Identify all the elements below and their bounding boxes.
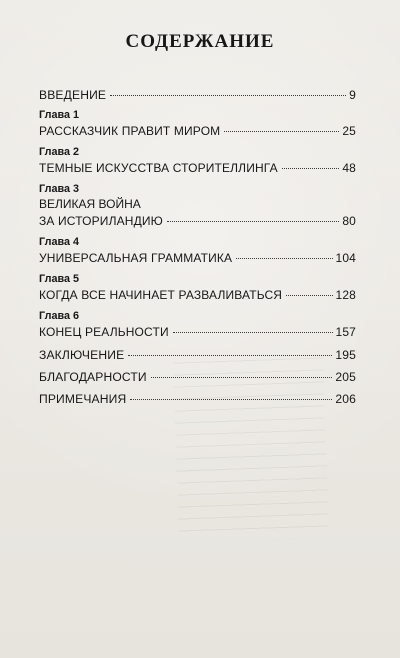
toc-entry-chapter-5: [39, 274, 356, 303]
toc-entry-conclusion: [39, 348, 356, 362]
toc-entry-notes: [39, 392, 356, 406]
toc-entry-chapter-6: [39, 311, 356, 340]
page-number: 206: [335, 391, 356, 406]
leader-dots: [173, 332, 333, 333]
leader-dots: [282, 168, 340, 169]
page-number: 104: [335, 251, 356, 266]
page-number: 195: [335, 347, 356, 362]
leader-dots: [151, 377, 333, 378]
toc-title: КОГДА ВСЕ НАЧИНАЕТ РАЗВАЛИВАТЬСЯ: [39, 287, 283, 302]
toc-line: [39, 370, 356, 384]
page-number: 80: [342, 214, 356, 229]
toc-line: [39, 326, 356, 340]
page-number: 48: [342, 160, 356, 175]
leader-dots: [128, 355, 332, 356]
leader-dots: [167, 221, 339, 222]
toc-line: [39, 289, 356, 303]
page-number: 9: [349, 88, 356, 102]
toc-line: [39, 88, 356, 102]
toc-entry-acknowledgments: [39, 370, 356, 384]
page-number: 128: [335, 287, 356, 302]
leader-dots: [224, 131, 339, 132]
toc-line: [39, 125, 356, 139]
toc-entry-chapter-3: [39, 184, 356, 230]
toc-entry-chapter-1: [39, 110, 356, 139]
chapter-label: Глава 4: [39, 236, 79, 249]
table-of-contents: [39, 88, 356, 414]
chapter-label: Глава 5: [39, 273, 79, 286]
toc-line: [39, 348, 356, 362]
leader-dots: [236, 258, 332, 259]
toc-line: [39, 252, 356, 266]
leader-dots: [130, 399, 332, 400]
page-title: СОДЕРЖАНИЕ: [125, 31, 275, 52]
toc-title: РАССКАЗЧИК ПРАВИТ МИРОМ: [39, 123, 221, 138]
toc-title-line-1: ВЕЛИКАЯ ВОЙНА: [39, 197, 141, 212]
page-number: 157: [335, 324, 356, 339]
toc-entry-chapter-4: [39, 237, 356, 266]
toc-title: КОНЕЦ РЕАЛЬНОСТИ: [39, 324, 169, 339]
toc-title: ЗАКЛЮЧЕНИЕ: [39, 347, 125, 362]
toc-title-line-2: ЗА ИСТОРИЛАНДИЮ: [39, 214, 163, 229]
toc-entry-chapter-2: [39, 147, 356, 176]
chapter-label: Глава 3: [39, 182, 79, 195]
chapter-label: Глава 2: [39, 145, 79, 158]
chapter-label: Глава 1: [39, 109, 79, 122]
page-number: 205: [335, 369, 356, 384]
toc-line: [39, 392, 356, 406]
toc-title: ПРИМЕЧАНИЯ: [39, 391, 127, 406]
chapter-label: Глава 6: [39, 309, 79, 322]
leader-dots: [286, 295, 332, 296]
toc-line: [39, 162, 356, 176]
toc-title: ВВЕДЕНИЕ: [39, 88, 107, 102]
leader-dots: [110, 95, 346, 96]
toc-title: ТЕМНЫЕ ИСКУССТВА СТОРИТЕЛЛИНГА: [39, 160, 278, 175]
toc-title: БЛАГОДАРНОСТИ: [39, 369, 147, 384]
toc-title: УНИВЕРСАЛЬНАЯ ГРАММАТИКА: [39, 251, 233, 266]
toc-entry-introduction: [39, 88, 356, 102]
toc-line: [39, 215, 356, 229]
page-number: 25: [342, 123, 356, 138]
